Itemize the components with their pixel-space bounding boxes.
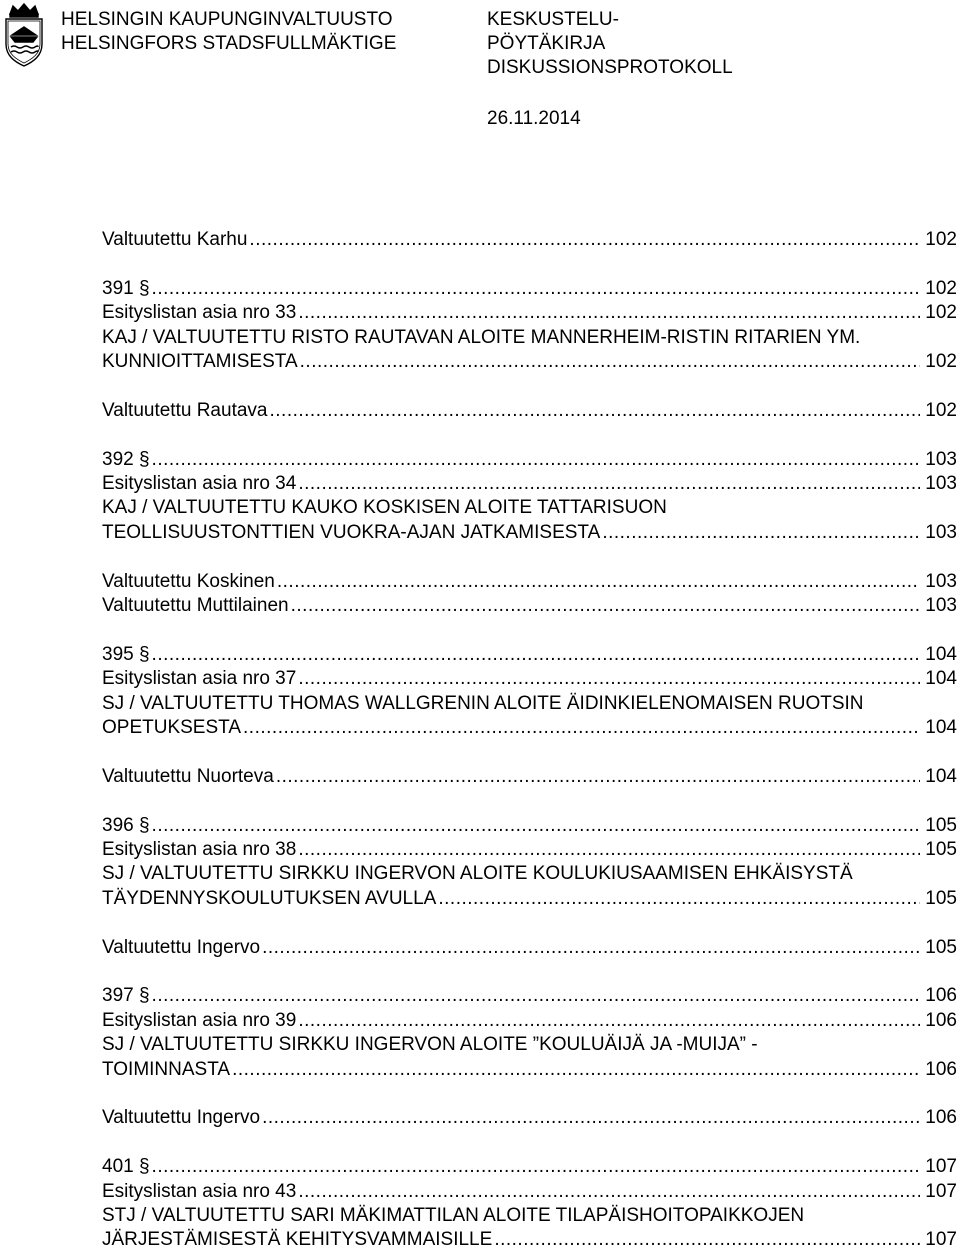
toc-entry-label: Valtuutettu Ingervo <box>102 1107 261 1129</box>
document-date: 26.11.2014 <box>487 108 581 129</box>
toc-entry-label: 396 § <box>102 814 150 836</box>
toc-dot-leader <box>152 277 921 301</box>
toc-entry-label: Valtuutettu Rautava <box>102 399 268 421</box>
toc-dot-leader <box>243 716 920 740</box>
toc-dot-leader <box>298 1180 920 1204</box>
toc-entry-page-number: 106 <box>925 985 957 1007</box>
toc-entry[interactable] <box>102 472 957 496</box>
toc-entry-label: Esityslistan asia nro 37 <box>102 668 297 690</box>
toc-entry[interactable] <box>102 594 957 618</box>
toc-entry[interactable] <box>102 1204 957 1228</box>
toc-entry[interactable] <box>102 643 957 667</box>
toc-entry-page-number: 104 <box>925 668 957 690</box>
toc-entry-page-number: 103 <box>925 473 957 495</box>
toc-entry-label: KAJ / VALTUUTETTU KAUKO KOSKISEN ALOITE TATTARISUON <box>102 497 667 519</box>
toc-dot-leader <box>249 228 920 252</box>
toc-entry-page-number: 104 <box>925 717 957 739</box>
toc-entry[interactable] <box>102 862 957 886</box>
toc-dot-leader <box>298 667 920 691</box>
toc-spacer <box>102 423 957 447</box>
toc-entry-label: Valtuutettu Ingervo <box>102 936 261 958</box>
toc-dot-leader <box>298 301 920 325</box>
toc-entry-page-number: 102 <box>925 229 957 250</box>
toc-entry-page-number: 107 <box>925 1229 957 1251</box>
toc-spacer <box>102 911 957 935</box>
toc-entry-label: Valtuutettu Nuorteva <box>102 765 274 787</box>
toc-dot-leader <box>277 570 920 594</box>
toc-dot-leader <box>262 1106 920 1130</box>
doc-type-line-2: PÖYTÄKIRJA <box>487 33 606 54</box>
toc-entry-page-number: 103 <box>925 521 957 543</box>
toc-dot-leader <box>232 1058 920 1082</box>
toc-entry[interactable] <box>102 936 957 960</box>
toc-entry[interactable] <box>102 228 957 252</box>
toc-dot-leader <box>298 1009 920 1033</box>
toc-entry[interactable] <box>102 448 957 472</box>
toc-entry-page-number: 107 <box>925 1180 957 1202</box>
toc-entry[interactable] <box>102 1009 957 1033</box>
toc-spacer <box>102 252 957 276</box>
toc-entry[interactable] <box>102 1155 957 1179</box>
toc-entry-page-number: 103 <box>925 448 957 470</box>
toc-dot-leader <box>276 765 920 789</box>
toc-entry-label: 401 § <box>102 1156 150 1178</box>
toc-dot-leader <box>300 350 921 374</box>
doc-type-line-3: DISKUSSIONSPROTOKOLL <box>487 57 733 78</box>
toc-entry-label: Esityslistan asia nro 34 <box>102 473 297 495</box>
toc-dot-leader <box>152 448 921 472</box>
toc-entry-label: OPETUKSESTA <box>102 717 242 739</box>
toc-entry-label: TÄYDENNYSKOULUTUKSEN AVULLA <box>102 887 437 909</box>
toc-entry[interactable] <box>102 1180 957 1204</box>
toc-entry-label: KUNNIOITTAMISESTA <box>102 351 298 373</box>
toc-entry-label: JÄRJESTÄMISESTÄ KEHITYSVAMMAISILLE <box>102 1229 493 1251</box>
toc-dot-leader <box>494 1228 920 1252</box>
toc-entry-label: Esityslistan asia nro 38 <box>102 839 297 861</box>
toc-entry[interactable] <box>102 1228 957 1252</box>
toc-entry-page-number: 102 <box>925 277 957 299</box>
org-name-swedish: HELSINGFORS STADSFULLMÄKTIGE <box>61 33 397 54</box>
toc-entry-label: SJ / VALTUUTETTU SIRKKU INGERVON ALOITE KOULUKIUSAAMISEN EHKÄISYSTÄ <box>102 863 853 885</box>
toc-entry[interactable] <box>102 570 957 594</box>
toc-spacer <box>102 374 957 398</box>
toc-spacer <box>102 1131 957 1155</box>
toc-entry-page-number: 105 <box>925 814 957 836</box>
toc-entry-page-number: 106 <box>925 1009 957 1031</box>
toc-entry-page-number: 104 <box>925 643 957 665</box>
toc-entry[interactable] <box>102 814 957 838</box>
toc-dot-leader <box>152 814 921 838</box>
toc-entry-page-number: 102 <box>925 399 957 421</box>
toc-dot-leader <box>269 399 920 423</box>
helsinki-crest-logo <box>0 2 48 68</box>
toc-dot-leader <box>298 472 920 496</box>
toc-entry-label: 392 § <box>102 448 150 470</box>
toc-entry[interactable] <box>102 496 957 520</box>
toc-entry-label: Valtuutettu Muttilainen <box>102 595 289 617</box>
toc-entry[interactable] <box>102 692 957 716</box>
toc-entry-label: SJ / VALTUUTETTU THOMAS WALLGRENIN ALOITE ÄIDINKIELENOMAISEN RUOTSIN <box>102 692 864 714</box>
toc-entry-label: 395 § <box>102 643 150 665</box>
toc-entry[interactable] <box>102 326 957 350</box>
toc-entry-label: Valtuutettu Koskinen <box>102 570 275 592</box>
toc-entry-label: Esityslistan asia nro 33 <box>102 302 297 324</box>
org-name-finnish: HELSINGIN KAUPUNGINVALTUUSTO <box>61 9 393 30</box>
toc-entry[interactable] <box>102 277 957 301</box>
toc-entry[interactable] <box>102 716 957 740</box>
toc-dot-leader <box>438 887 920 911</box>
toc-entry[interactable] <box>102 1033 957 1057</box>
toc-entry[interactable] <box>102 350 957 374</box>
toc-spacer <box>102 545 957 569</box>
toc-dot-leader <box>298 838 920 862</box>
doc-type-line-1: KESKUSTELU- <box>487 9 619 30</box>
toc-entry-label: Valtuutettu Karhu <box>102 229 248 250</box>
toc-entry[interactable] <box>102 887 957 911</box>
toc-entry-page-number: 104 <box>925 765 957 787</box>
toc-spacer <box>102 740 957 764</box>
toc-entry-label: KAJ / VALTUUTETTU RISTO RAUTAVAN ALOITE MANNERHEIM-RISTIN RITARIEN YM. <box>102 326 861 348</box>
toc-entry-label: TEOLLISUUSTONTTIEN VUOKRA-AJAN JATKAMISESTA <box>102 521 601 543</box>
toc-spacer <box>102 960 957 984</box>
table-of-contents <box>102 228 957 1253</box>
toc-entry-label: TOIMINNASTA <box>102 1058 231 1080</box>
toc-dot-leader <box>291 594 921 618</box>
toc-entry-label: Esityslistan asia nro 39 <box>102 1009 297 1031</box>
toc-entry[interactable] <box>102 521 957 545</box>
toc-entry[interactable] <box>102 301 957 325</box>
toc-entry-label: 391 § <box>102 277 150 299</box>
toc-dot-leader <box>152 984 921 1008</box>
toc-dot-leader <box>152 643 921 667</box>
toc-entry-page-number: 102 <box>925 351 957 373</box>
toc-entry-page-number: 105 <box>925 839 957 861</box>
toc-dot-leader <box>152 1155 921 1179</box>
toc-dot-leader <box>262 936 920 960</box>
toc-entry[interactable] <box>102 1106 957 1130</box>
toc-spacer <box>102 1082 957 1106</box>
document-type <box>487 8 733 80</box>
toc-entry[interactable] <box>102 838 957 862</box>
toc-entry-page-number: 103 <box>925 595 957 617</box>
toc-entry-label: SJ / VALTUUTETTU SIRKKU INGERVON ALOITE ”KOULUÄIJÄ JA -MUIJA” - <box>102 1034 758 1056</box>
toc-entry-page-number: 103 <box>925 570 957 592</box>
toc-entry[interactable] <box>102 667 957 691</box>
toc-entry[interactable] <box>102 1058 957 1082</box>
organization-name <box>61 8 396 56</box>
toc-entry-page-number: 106 <box>925 1107 957 1129</box>
toc-spacer <box>102 618 957 642</box>
toc-entry-page-number: 102 <box>925 302 957 324</box>
toc-entry-label: Esityslistan asia nro 43 <box>102 1180 297 1202</box>
toc-dot-leader <box>602 521 920 545</box>
toc-entry-label: STJ / VALTUUTETTU SARI MÄKIMATTILAN ALOITE TILAPÄISHOITOPAIKKOJEN <box>102 1205 805 1227</box>
toc-entry-page-number: 105 <box>925 936 957 958</box>
toc-entry[interactable] <box>102 765 957 789</box>
toc-entry-page-number: 107 <box>925 1156 957 1178</box>
toc-entry-page-number: 106 <box>925 1058 957 1080</box>
toc-entry-label: 397 § <box>102 985 150 1007</box>
toc-entry[interactable] <box>102 399 957 423</box>
toc-spacer <box>102 789 957 813</box>
toc-entry[interactable] <box>102 984 957 1008</box>
toc-entry-page-number: 105 <box>925 887 957 909</box>
